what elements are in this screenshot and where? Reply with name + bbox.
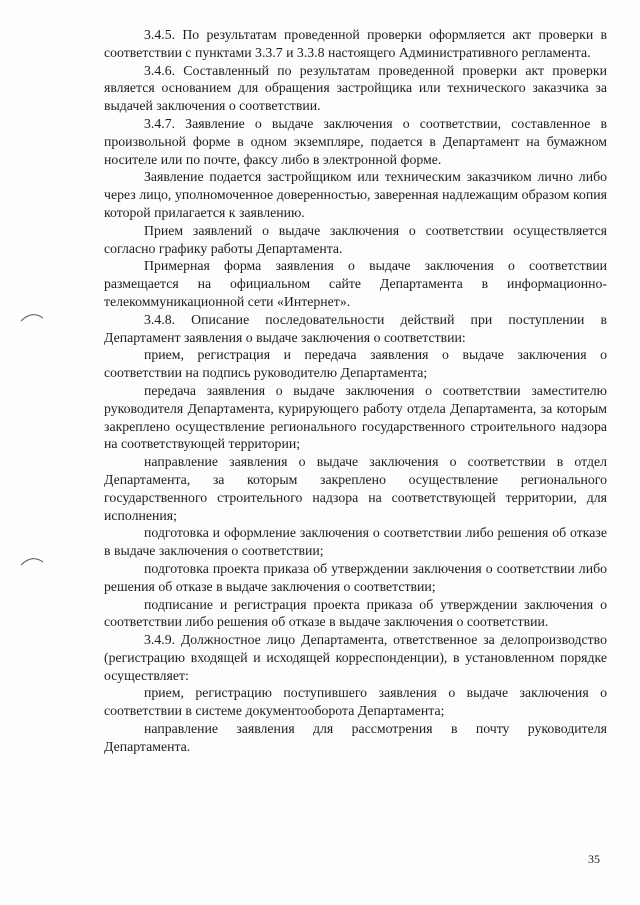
document-body <box>104 26 607 756</box>
paragraph-3-4-7: 3.4.7. Заявление о выдаче заключения о соответствии, составленное в произвольной форме в одном экземпляре, подается в Департамент на бумажном носителе или по почте, факсу либо в электронной форме. <box>104 115 607 167</box>
list-item: направление заявления для рассмотрения в почту руководителя Департамента. <box>104 721 607 754</box>
list-item: подписание и регистрация проекта приказа об утверждении заключения о соответствии либо решения об отказе в выдаче заключения о соответствии. <box>104 596 607 630</box>
list-item: передача заявления о выдаче заключения о соответствии заместителю руководителя Департамента, курирующего работу отдела Департамента, за которым закреплено осуществление регионального государственного строительного надзора на соответствующей территории; <box>104 382 607 452</box>
page-number: 35 <box>588 852 600 866</box>
paragraph: Прием заявлений о выдаче заключения о соответствии осуществляется согласно графику работы Департамента. <box>104 222 607 256</box>
list-item: направление заявления о выдаче заключения о соответствии в отдел Департамента, за которым закреплено осуществление регионального государственного строительного надзора на соответствующей территории, для исполнения; <box>104 454 607 523</box>
list-item: прием, регистрацию поступившего заявления о выдаче заключения о соответствии в системе документооборота Департамента; <box>104 685 607 719</box>
list-item: прием, регистрация и передача заявления о выдаче заключения о соответствии на подпись руководителю Департамента; <box>104 347 607 381</box>
paragraph-3-4-6: 3.4.6. Составленный по результатам проведенной проверки акт проверки является основанием для обращения застройщика или технического заказчика за выдачей заключения о соответствии. <box>104 62 607 114</box>
paragraph: Примерная форма заявления о выдаче заключения о соответствии размещается на официальном сайте Департамента в информационно-телекоммуникационной сети «Интернет». <box>104 258 607 309</box>
paragraph-3-4-9: 3.4.9. Должностное лицо Департамента, ответственное за делопроизводство (регистрацию входящей и исходящей корреспонденции), в установленном порядке осуществляет: <box>104 632 607 683</box>
paragraph: Заявление подается застройщиком или техническим заказчиком лично либо через лицо, уполномоченное доверенностью, заверенная надлежащим образом копия которой прилагается к заявлению. <box>104 169 607 220</box>
list-item: подготовка проекта приказа об утверждении заключения о соответствии либо решения об отказе в выдаче заключения о соответствии; <box>104 560 607 594</box>
paragraph-3-4-8: 3.4.8. Описание последовательности действий при поступлении в Департамент заявления о выдаче заключения о соответствии: <box>104 311 607 345</box>
list-item: подготовка и оформление заключения о соответствии либо решения об отказе в выдаче заключения о соответствии; <box>104 525 607 559</box>
paragraph-3-4-5: 3.4.5. По результатам проведенной проверки оформляется акт проверки в соответствии с пунктами 3.3.7 и 3.3.8 настоящего Административного регламента. <box>104 27 607 60</box>
binder-hole-mark-icon <box>20 312 44 322</box>
binder-hole-mark-icon <box>20 556 44 566</box>
